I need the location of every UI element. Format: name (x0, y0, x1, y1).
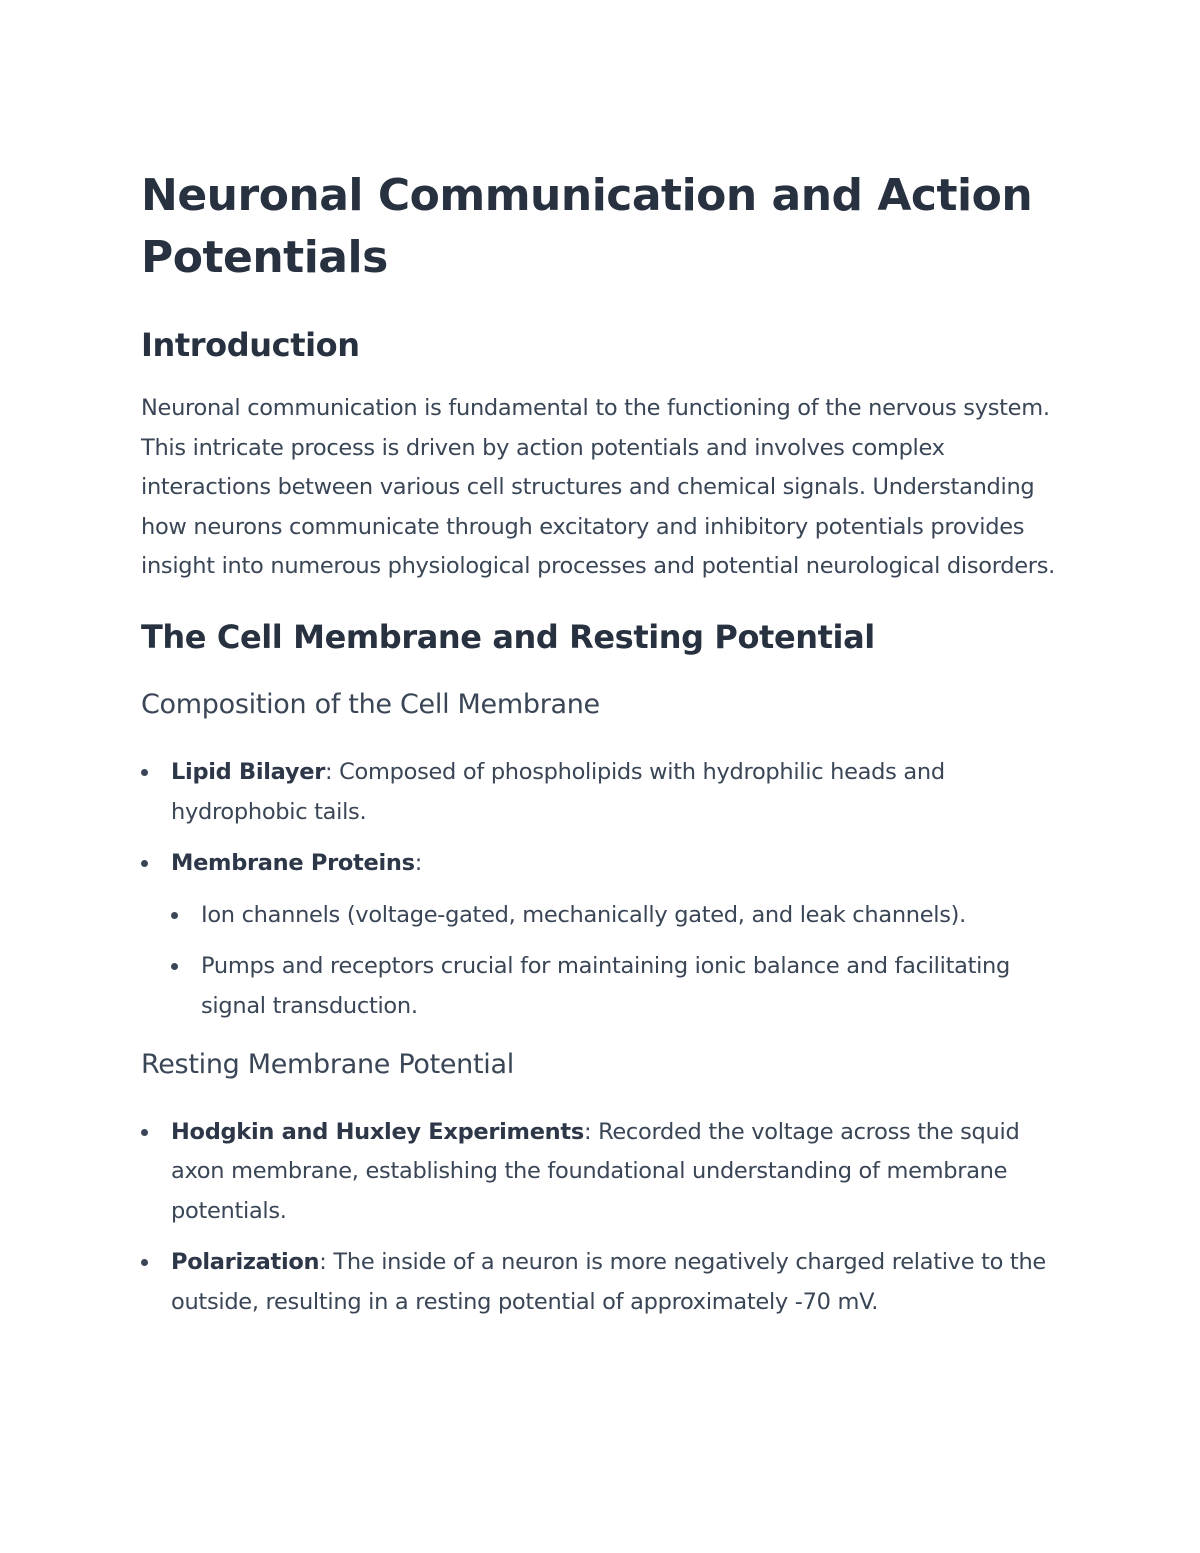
list-item (141, 753, 1066, 832)
bullet-icon (141, 1259, 148, 1266)
resting-potential-list (141, 1113, 1066, 1323)
bullet-icon (141, 860, 148, 867)
list-item-text: : (414, 850, 422, 877)
bullet-icon (171, 963, 178, 970)
sublist-item (171, 947, 1066, 1026)
bullet-icon (141, 1129, 148, 1136)
list-item-term: Lipid Bilayer (171, 758, 325, 785)
sublist-item (171, 896, 1066, 936)
list-item-text: : Recorded the voltage across the squid axon membrane, establishing the foundational understanding of membrane potentials. (171, 1118, 1020, 1224)
composition-list (141, 753, 1066, 1027)
document-page (141, 165, 1066, 1335)
resting-potential-heading: Resting Membrane Potential (141, 1048, 514, 1080)
introduction-paragraph: Neuronal communication is fundamental to the functioning of the nervous system. This intricate process is driven by action potentials and involves complex interactions between various cell structures and chemical signals. Understanding how neurons communicate through excitatory and inhibitory potentials provides insight into numerous physiological processes and potential neurological disorders. (141, 395, 1056, 580)
list-item-term: Hodgkin and Huxley Experiments (171, 1118, 584, 1145)
list-item (141, 1243, 1066, 1322)
list-item-text: : The inside of a neuron is more negatively charged relative to the outside, resulting in a resting potential of approximately -70 mV. (171, 1249, 1046, 1315)
bullet-icon (141, 769, 148, 776)
membrane-proteins-sublist (171, 896, 1066, 1027)
bullet-icon (171, 912, 178, 919)
sublist-item-text: Pumps and receptors crucial for maintaining ionic balance and facilitating signal transduction. (201, 953, 1010, 1019)
page-title: Neuronal Communication and Action Potentials (141, 170, 1033, 283)
list-item-term: Polarization (171, 1249, 320, 1276)
cell-membrane-heading: The Cell Membrane and Resting Potential (141, 617, 875, 656)
composition-heading: Composition of the Cell Membrane (141, 688, 600, 720)
list-item-text: : Composed of phospholipids with hydrophilic heads and hydrophobic tails. (171, 758, 945, 825)
introduction-heading: Introduction (141, 326, 360, 364)
sublist-item-text: Ion channels (voltage-gated, mechanically gated, and leak channels). (201, 901, 966, 928)
list-item (141, 1113, 1066, 1232)
list-item-term: Membrane Proteins (171, 850, 415, 877)
list-item (141, 844, 1066, 1026)
